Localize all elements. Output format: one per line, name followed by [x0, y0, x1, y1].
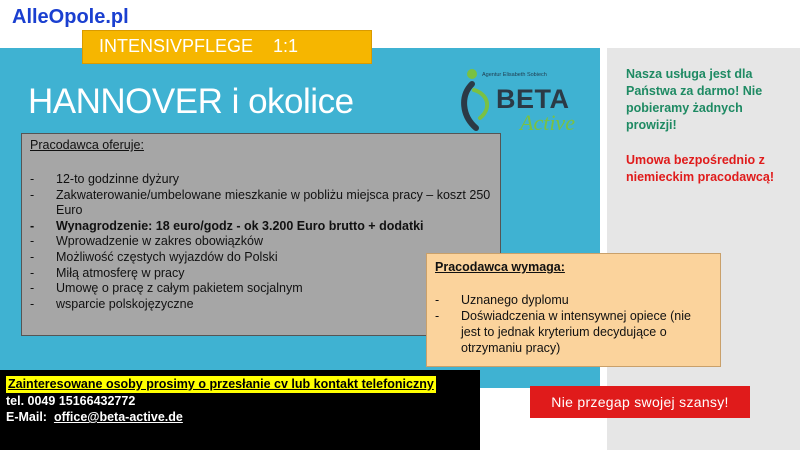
sidebar-info [626, 66, 786, 186]
category-banner [82, 30, 372, 64]
requirements-list [435, 292, 712, 356]
offer-item: - Zakwaterowanie/umbelowane mieszkanie w pobliżu miejsca pracy – koszt 250 Euro [30, 187, 491, 218]
requirements-title: Pracodawca wymaga: [435, 260, 565, 274]
requirements-box [426, 253, 721, 367]
brand-subtitle: Active [520, 110, 575, 135]
requirement-item: - Doświadczenia w intensywnej opiece (nie jest to jednak kryterium decydujące o otrzymaniu pracy) [435, 309, 691, 355]
contact-box [0, 370, 480, 450]
direct-contract-note: Umowa bezpośrednio z niemieckim pracodawcą! [626, 153, 774, 184]
page-title: HANNOVER i okolice [28, 82, 354, 121]
offer-title: Pracodawca oferuje: [30, 138, 144, 152]
offer-item: - Możliwość częstych wyjazdów do Polski [30, 249, 278, 264]
care-ratio: 1:1 [273, 36, 299, 56]
offer-item: - Wprowadzenie w zakres obowiązków [30, 234, 264, 249]
site-logo[interactable]: AlleOpole.pl [8, 6, 133, 29]
offer-item: - Miłą atmosferę w pracy [30, 265, 185, 280]
offer-item: - 12-to godzinne dyżury [30, 172, 179, 186]
brand-wordmark: BETA [496, 84, 570, 114]
offer-item: - Umowę o pracę z całym pakietem socjalnym [30, 281, 303, 296]
contact-phone[interactable]: tel. 0049 15166432772 [6, 393, 136, 408]
requirement-item: - Uznanego dyplomu [435, 293, 569, 307]
free-service-note: Nasza usługa jest dla Państwa za darmo! Nie pobieramy żadnych prowizji! [626, 67, 763, 132]
contact-headline: Zainteresowane osoby prosimy o przesłanie cv lub kontakt telefoniczny [8, 377, 434, 391]
cta-button[interactable]: Nie przegap swojej szansy! [530, 386, 750, 418]
offer-item: - wsparcie polskojęzyczne [30, 296, 194, 311]
offer-list [30, 172, 492, 312]
email-link[interactable]: office@beta-active.de [53, 410, 183, 424]
agency-name: Agentur Elisabeth Sobiech [482, 72, 547, 78]
category-label: INTENSIVPFLEGE [99, 36, 254, 56]
offer-item-salary: - Wynagrodzenie: 18 euro/godz - ok 3.200 Euro brutto + dodatki [30, 218, 424, 233]
beta-active-logo [458, 66, 598, 138]
email-label: E-Mail: [6, 410, 47, 424]
